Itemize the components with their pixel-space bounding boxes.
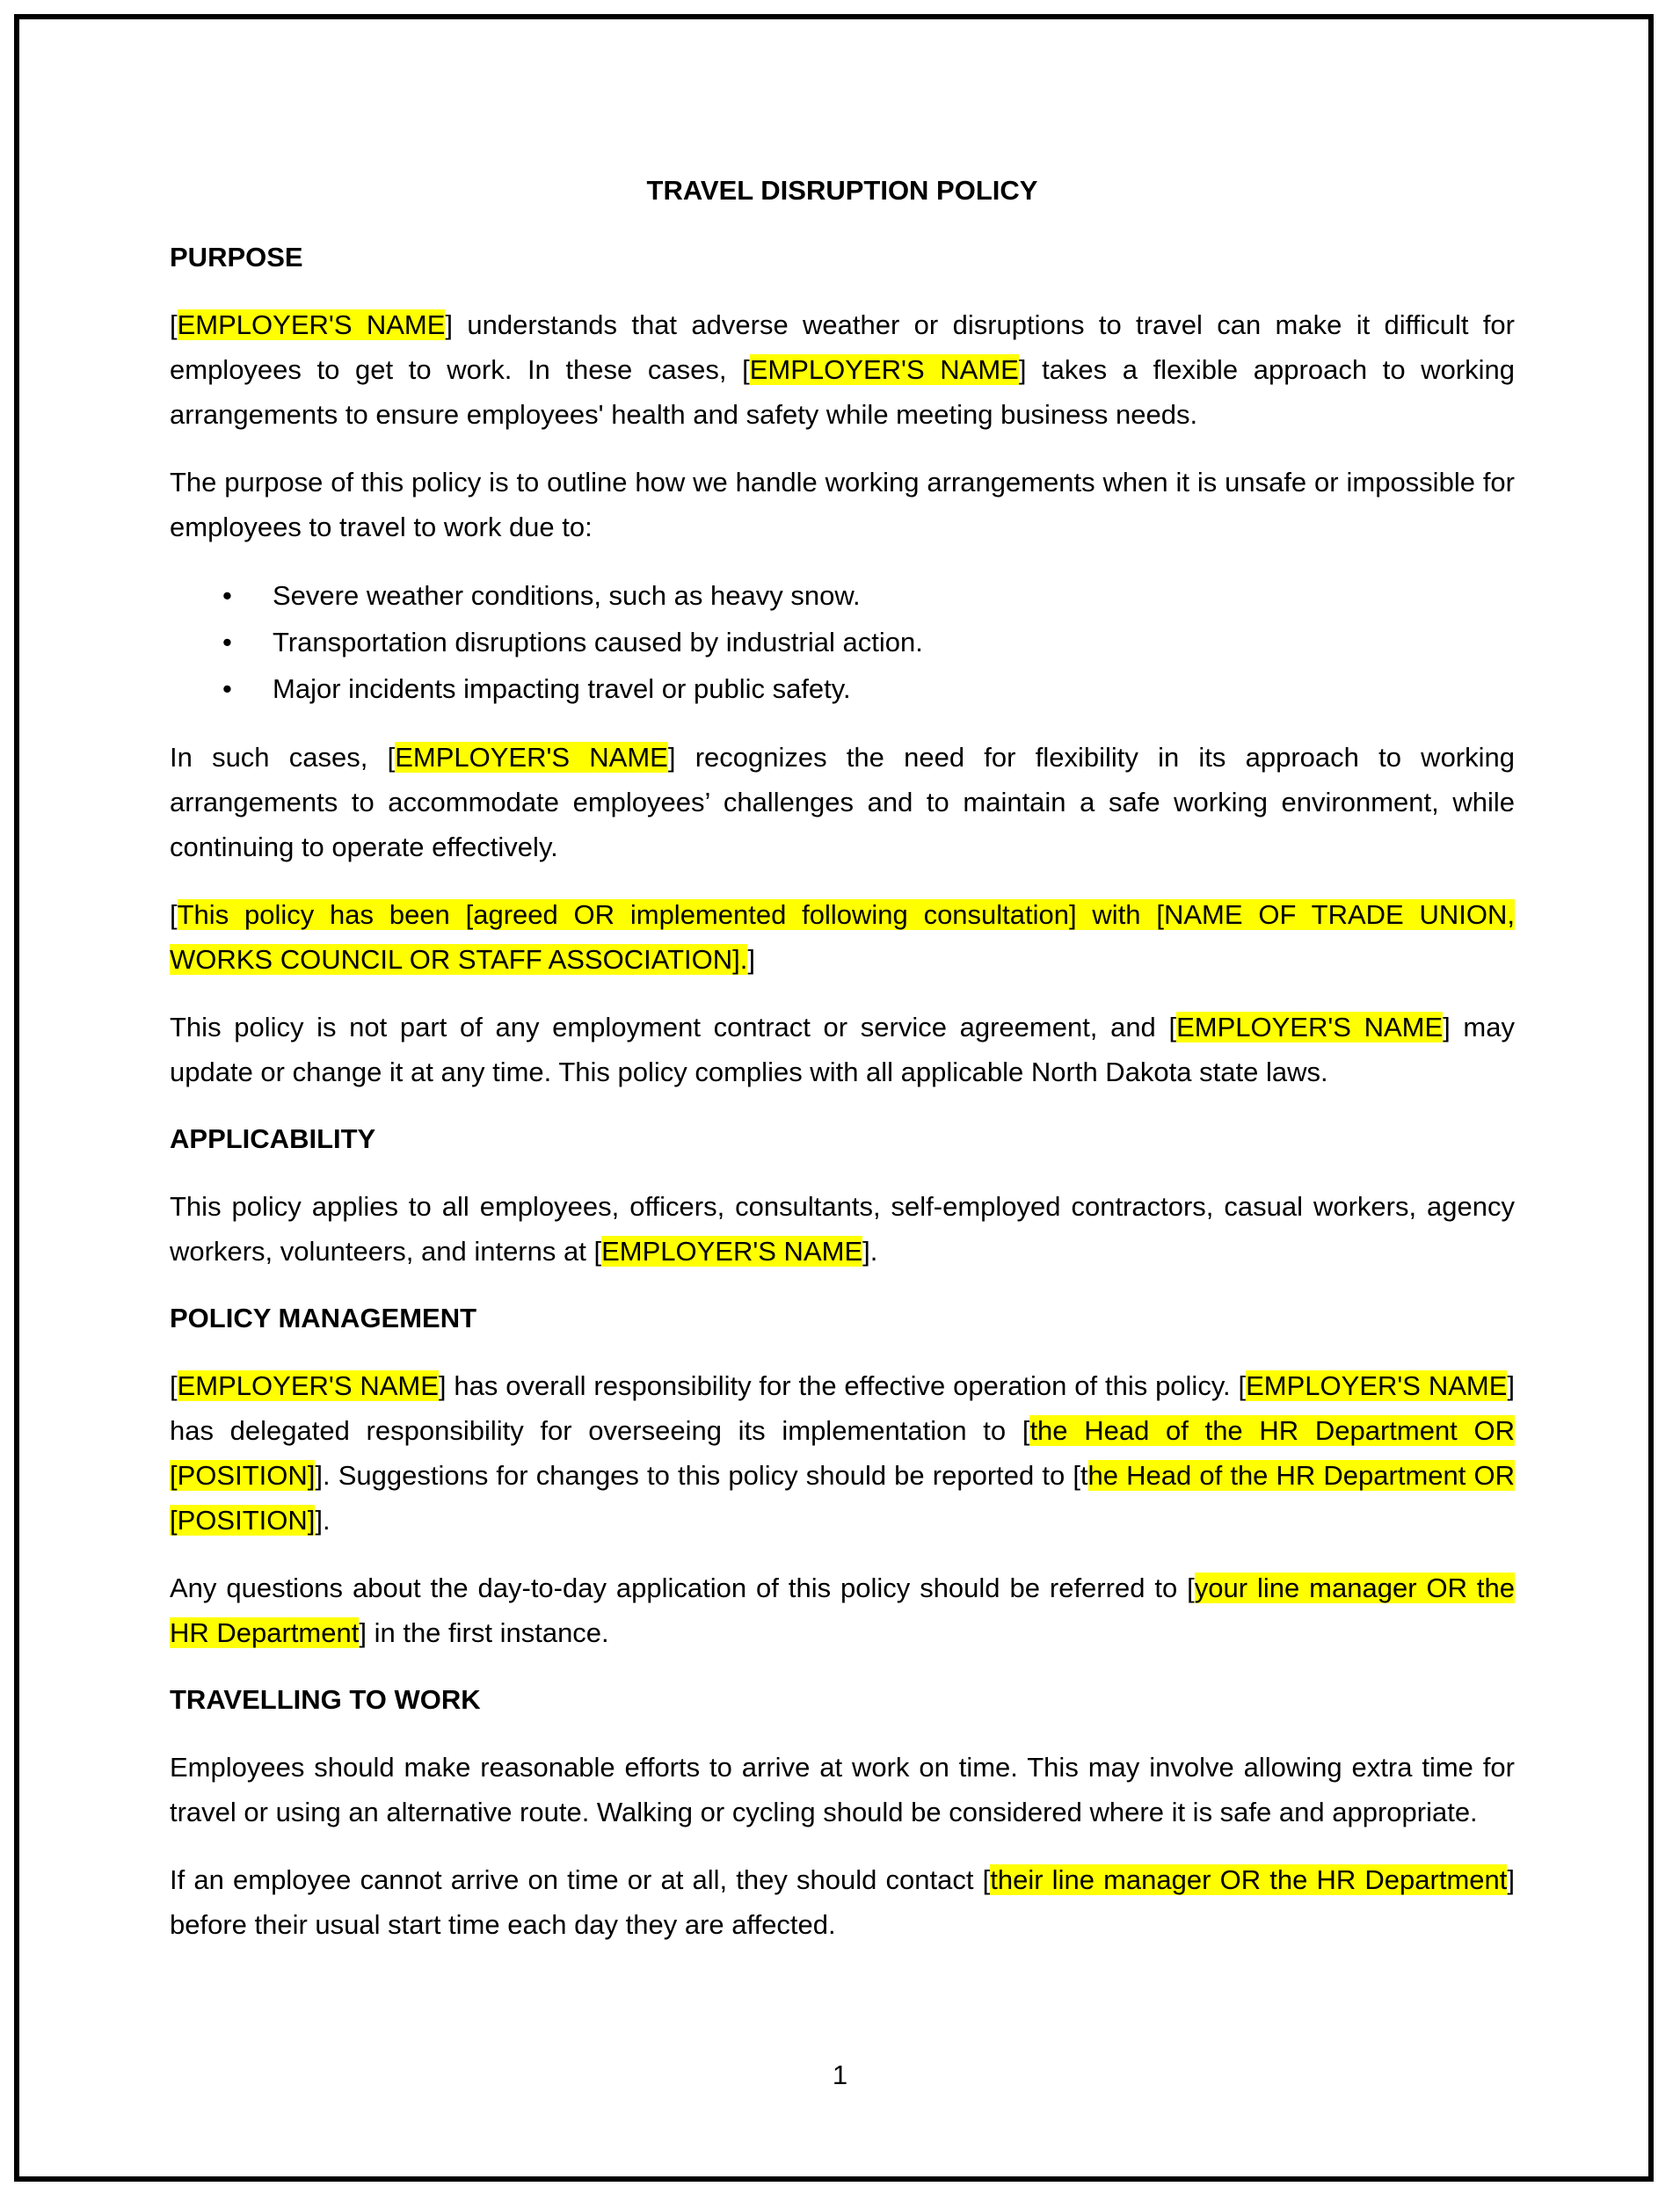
section-heading-purpose: PURPOSE — [170, 242, 303, 272]
text-run: ]. Suggestions for changes to this policy should be reported to [t — [315, 1460, 1088, 1491]
policy-management-paragraph-2 — [170, 1565, 1515, 1655]
text-run: ]. — [862, 1236, 878, 1267]
purpose-paragraph-3 — [170, 735, 1515, 869]
bullet-text: Severe weather conditions, such as heavy snow. — [273, 580, 861, 611]
bullet-text: Major incidents impacting travel or public safety. — [273, 673, 851, 704]
text-run: [ — [170, 899, 178, 930]
text-run: [ — [170, 309, 178, 340]
travelling-paragraph-1 — [170, 1745, 1515, 1834]
policy-management-paragraph-1 — [170, 1363, 1515, 1543]
section-heading-applicability: APPLICABILITY — [170, 1123, 376, 1154]
text-run: ] has delegated responsibility for overseeing its implementation to [ — [170, 1370, 1516, 1446]
section-heading-travelling-to-work: TRAVELLING TO WORK — [170, 1684, 481, 1715]
section-heading-policy-management: POLICY MANAGEMENT — [170, 1303, 477, 1333]
purpose-paragraph-5 — [170, 1005, 1515, 1094]
highlighted-placeholder: EMPLOYER'S NAME — [1176, 1012, 1444, 1042]
purpose-paragraph-2 — [170, 460, 1515, 549]
bullet-icon: • — [222, 627, 232, 657]
text-run: If an employee cannot arrive on time or at all, they should contact [ — [170, 1864, 991, 1895]
text-run: ] has overall responsibility for the effective operation of this policy. [ — [438, 1370, 1247, 1401]
document-title: TRAVEL DISRUPTION POLICY — [646, 175, 1038, 206]
travelling-paragraph-2 — [170, 1857, 1515, 1947]
highlighted-placeholder: EMPLOYER'S NAME — [749, 354, 1019, 385]
text-run: ] before their usual start time each day they are affected. — [170, 1864, 1515, 1940]
purpose-bullet-list — [170, 572, 1515, 712]
highlighted-placeholder: This policy has been [agreed OR implemented following consultation] with [NAME OF TRADE UNION, WORKS COUNCIL OR STAFF ASSOCIATION]. — [170, 899, 1515, 975]
text-run: This policy is not part of any employment contract or service agreement, and [ — [170, 1012, 1177, 1042]
highlighted-placeholder: EMPLOYER'S NAME — [177, 309, 446, 340]
highlighted-placeholder: he Head of the HR Department OR [POSITION] — [170, 1460, 1515, 1536]
highlighted-placeholder: EMPLOYER'S NAME — [177, 1370, 439, 1401]
highlighted-placeholder: your line manager OR the HR Department — [170, 1573, 1515, 1648]
bullet-icon: • — [222, 580, 232, 611]
page-number: 1 — [832, 2059, 848, 2090]
purpose-paragraph-1 — [170, 302, 1515, 437]
highlighted-placeholder: their line manager OR the HR Department — [990, 1864, 1508, 1895]
highlighted-placeholder: the Head of the HR Department OR [POSITION] — [170, 1415, 1515, 1491]
text-run: ] takes a flexible approach to working arrangements to ensure employees' health and safety while meeting business needs. — [170, 354, 1516, 430]
text-run: This policy applies to all employees, officers, consultants, self-employed contractors, casual workers, agency workers, volunteers, and interns at [ — [170, 1191, 1515, 1267]
bullet-icon: • — [222, 673, 232, 704]
applicability-paragraph-1 — [170, 1184, 1515, 1274]
document-body — [170, 169, 1515, 1970]
highlighted-placeholder: EMPLOYER'S NAME — [601, 1236, 863, 1267]
text-run: The purpose of this policy is to outline how we handle working arrangements when it is unsafe or impossible for employees to travel to work due to: — [170, 467, 1515, 542]
text-run: ] understands that adverse weather or disruptions to travel can make it difficult for employees to get to work. In these cases, [ — [170, 309, 1515, 385]
highlighted-placeholder: EMPLOYER'S NAME — [395, 742, 668, 773]
bullet-item — [170, 665, 1515, 712]
text-run: Employees should make reasonable efforts to arrive at work on time. This may involve allowing extra time for travel or using an alternative route. Walking or cycling should be considered where it is safe and appropriate. — [170, 1752, 1515, 1827]
purpose-paragraph-4 — [170, 892, 1515, 982]
bullet-text: Transportation disruptions caused by industrial action. — [273, 627, 923, 657]
text-run: Any questions about the day-to-day application of this policy should be referred to [ — [170, 1573, 1195, 1603]
text-run: ]. — [315, 1505, 331, 1536]
text-run: [ — [170, 1370, 178, 1401]
text-run: ] may update or change it at any time. This policy complies with all applicable North Dakota state laws. — [170, 1012, 1516, 1087]
text-run: ] in the first instance. — [359, 1617, 609, 1648]
text-run: In such cases, [ — [170, 742, 396, 773]
text-run: ] recognizes the need for flexibility in its approach to working arrangements to accommodate employees’ challenges and to maintain a safe working environment, while continuing to operate effectively. — [170, 742, 1515, 862]
highlighted-placeholder: EMPLOYER'S NAME — [1246, 1370, 1508, 1401]
text-run: ] — [747, 944, 755, 975]
bullet-item — [170, 619, 1515, 665]
bullet-item — [170, 572, 1515, 619]
